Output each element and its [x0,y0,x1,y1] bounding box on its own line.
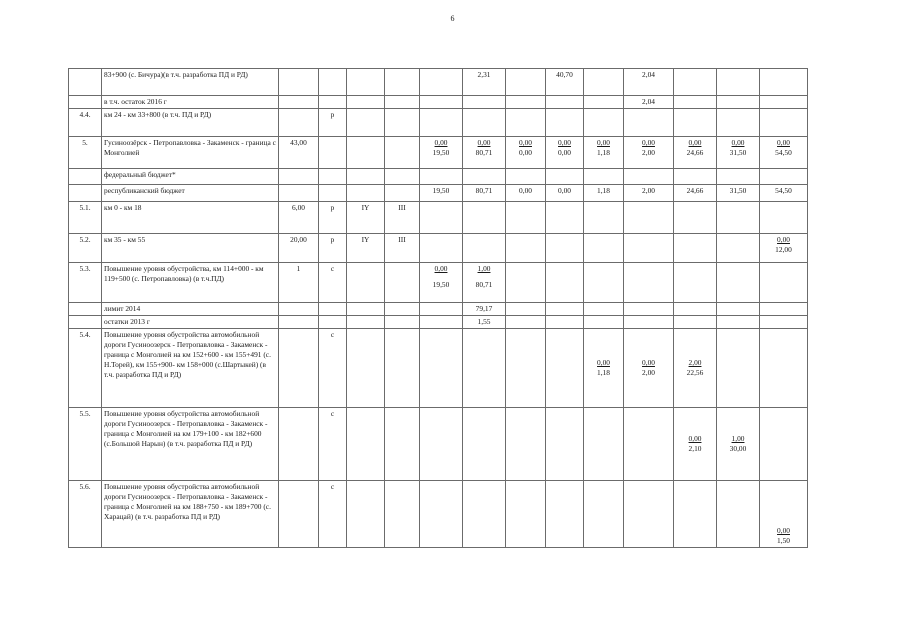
cell-value: 79,17 [463,303,506,316]
row-name: км 35 - км 55 [102,234,279,263]
table-row [69,234,808,263]
cell-value: 1,18 [584,185,624,202]
cell-value: 2,00 [688,358,702,367]
cell-value: 0,00 [477,138,491,147]
cell-value: 2,10 [688,444,702,453]
row-name: км 24 - км 33+800 (в т.ч. ПД и РД) [102,109,279,137]
table-row [69,169,808,185]
row-length: 1 [279,263,319,303]
table-row [69,109,808,137]
row-name: лимит 2014 [102,303,279,316]
road-program-table [68,68,808,548]
row-number: 5.2. [69,234,102,263]
cell-value: 0,00 [434,264,448,273]
row-type: р [319,202,347,234]
table-row [69,263,808,303]
row-type: с [319,329,347,408]
table-row [69,316,808,329]
cell-value: 1,50 [777,536,790,545]
row-category: IY [347,234,385,263]
row-category: III [385,234,420,263]
table-row [69,69,808,96]
row-number: 5.3. [69,263,102,303]
table-row [69,202,808,234]
row-number: 5.1. [69,202,102,234]
cell-value: 0,00 [558,138,571,147]
cell-value: 0,00 [558,148,571,157]
cell-value: 19,50 [432,280,450,289]
table-row [69,96,808,109]
row-name: в т.ч. остаток 2016 г [102,96,279,109]
cell-value: 0,00 [519,148,532,157]
cell-value: 31,50 [729,148,747,157]
table-row [69,137,808,169]
cell-value: 24,66 [674,185,717,202]
row-number: 5.4. [69,329,102,408]
cell-value: 0,00 [688,138,702,147]
row-name: республиканский бюджет [102,185,279,202]
cell-value: 0,00 [642,358,655,367]
row-number: 5. [69,137,102,169]
cell-value: 2,04 [624,69,674,96]
cell-value: 80,71 [463,185,506,202]
row-type: с [319,408,347,481]
cell-value: 24,66 [686,148,704,157]
cell-value: 1,18 [597,148,610,157]
row-length: 6,00 [279,202,319,234]
row-name: остатки 2013 г [102,316,279,329]
cell-value: 31,50 [717,185,760,202]
row-number: 5.6. [69,481,102,548]
cell-value: 19,50 [432,148,450,157]
row-name: Гусиноозёрск - Петропавловка - Закаменск - граница с Монголией [102,137,279,169]
row-name: км 0 - км 18 [102,202,279,234]
cell-value: 19,50 [420,185,463,202]
cell-value: 54,50 [775,148,792,157]
cell-value: 22,56 [686,368,704,377]
cell-value: 0,00 [642,138,655,147]
row-category: IY [347,202,385,234]
row-number: 5.5. [69,408,102,481]
cell-value: 30,00 [729,444,747,453]
cell-value: 0,00 [546,185,584,202]
cell-value: 0,00 [519,138,532,147]
cell-value: 0,00 [777,138,790,147]
cell-value: 1,55 [463,316,506,329]
cell-value: 1,18 [597,368,610,377]
row-number: 4.4. [69,109,102,137]
cell-value: 2,04 [624,96,674,109]
row-type: р [319,234,347,263]
cell-value: 40,70 [546,69,584,96]
cell-value: 1,00 [731,434,745,443]
cell-value: 54,50 [760,185,808,202]
row-name: Повышение уровня обустройства, км 114+000 - км 119+500 (с. Петропавловка) (в т.ч.ПД) [102,263,279,303]
row-name: Повышение уровня обустройства автомобильной дороги Гусиноозерск - Петропавловка - Закаменск - граница с Монголией на км 179+100 - км 182+600 (с.Большой Нарын) (в т.ч. разработка ПД и РД) [102,408,279,481]
cell-value: 0,00 [688,434,702,443]
cell-value: 2,00 [642,148,655,157]
row-type: с [319,263,347,303]
page-number: 6 [450,14,455,23]
table-row [69,185,808,202]
cell-value: 2,00 [642,368,655,377]
cell-value: 80,71 [475,148,493,157]
cell-value: 0,00 [434,138,448,147]
row-type: р [319,109,347,137]
cell-value: 1,00 [477,264,491,273]
cell-value: 0,00 [597,358,610,367]
cell-value: 80,71 [475,280,493,289]
table-row [69,329,808,408]
cell-value: 0,00 [506,185,546,202]
row-length: 43,00 [279,137,319,169]
cell-value: 12,00 [775,245,792,254]
row-type: с [319,481,347,548]
cell-value: 2,00 [624,185,674,202]
row-category: III [385,202,420,234]
cell-value: 0,00 [777,526,790,535]
row-name: 83+900 (с. Бичура)(в т.ч. разработка ПД и РД) [102,69,279,96]
row-length: 20,00 [279,234,319,263]
cell-value: 0,00 [597,138,610,147]
table-row [69,303,808,316]
cell-value: 0,00 [777,235,790,244]
row-name: Повышение уровня обустройства автомобильной дороги Гусиноозерск - Петропавловка - Закаменск - граница с Монголией на км 188+750 - км 189+700 (с. Харацай) (в т.ч. разработка ПД и РД) [102,481,279,548]
table-row [69,481,808,548]
cell-value: 0,00 [731,138,745,147]
table-row [69,408,808,481]
row-name: федеральный бюджет* [102,169,279,185]
cell-value: 2,31 [463,69,506,96]
row-name: Повышение уровня обустройства автомобильной дороги Гусиноозерск - Петропавловка - Закаменск - граница с Монголией на км 152+600 - км 155+491 (с. Н.Торей), км 155+900- км 158+000 (с.Шартыкей) (в т.ч. разработка ПД и РД) [102,329,279,408]
